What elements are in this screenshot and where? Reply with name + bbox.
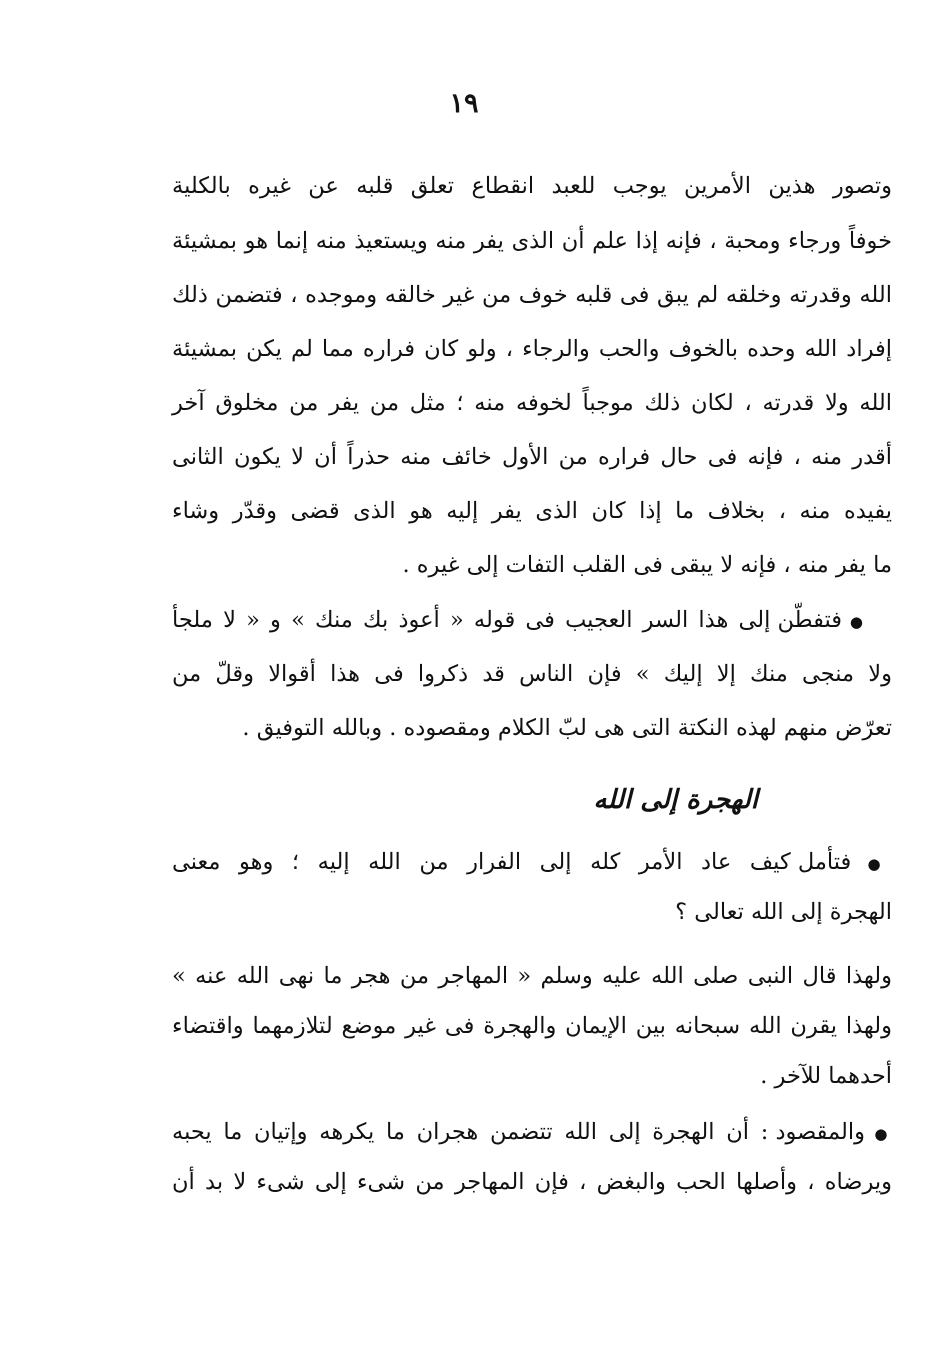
section-heading: الهجرة إلى الله bbox=[593, 785, 758, 815]
text-line: تعرّض منهم لهذه النكتة التى هى لبّ الكلام ومقصوده . وبالله التوفيق . bbox=[242, 715, 892, 741]
text-line: ولا منجى منك إلا إليك » فإن الناس قد ذكروا فى هذا أقوالا وقلّ من bbox=[172, 661, 892, 687]
text-line: أقدر منه ، فإنه فى حال فراره من الأول خائف منه حذراً أن لا يكون الثانى bbox=[172, 444, 892, 470]
text-line: والمقصود : أن الهجرة إلى الله تتضمن هجران ما يكرهه وإتيان ما يحبه bbox=[172, 1119, 865, 1145]
bullet-line bbox=[172, 597, 866, 645]
text-line: ما يفر منه ، فإنه لا يبقى فى القلب التفات إلى غيره . bbox=[402, 552, 892, 578]
bullet-line bbox=[172, 839, 892, 887]
text-line: الله وقدرته وخلقه لم يبق فى قلبه خوف من غير خالقه وموجده ، فتضمن ذلك bbox=[172, 282, 892, 308]
text-line: ولهذا قال النبى صلى الله عليه وسلم « المهاجر من هجر ما نهى الله عنه » bbox=[172, 963, 892, 989]
bullet-line bbox=[172, 1109, 892, 1157]
bullet-icon bbox=[842, 607, 866, 633]
text-line: الله ولا قدرته ، لكان ذلك موجباً لخوفه منه ؛ مثل من يفر من مخلوق آخر bbox=[172, 390, 892, 416]
bullet-icon bbox=[851, 849, 892, 875]
text-line: وتصور هذين الأمرين يوجب للعبد انقطاع تعلق قلبه عن غيره بالكلية bbox=[172, 173, 892, 199]
text-line: يفيده منه ، بخلاف ما إذا كان الذى يفر إليه هو الذى قضى وقدّر وشاء bbox=[172, 498, 892, 524]
text-line: فتأمل كيف عاد الأمر كله إلى الفرار من الله إليه ؛ وهو معنى bbox=[172, 849, 852, 875]
page-number: ١٩ bbox=[449, 88, 479, 119]
text-line: فتفطّن إلى هذا السر العجيب فى قوله « أعوذ بك منك » و « لا ملجأ bbox=[172, 607, 843, 633]
text-line: خوفاً ورجاء ومحبة ، فإنه إذا علم أن الذى يفر منه ويستعيذ منه إنما هو بمشيئة bbox=[172, 228, 892, 254]
text-line: ويرضاه ، وأصلها الحب والبغض ، فإن المهاجر من شىء إلى شىء لا بد أن bbox=[172, 1169, 892, 1195]
text-line: الهجرة إلى الله تعالى ؟ bbox=[675, 899, 892, 925]
bullet-icon bbox=[865, 1119, 892, 1145]
text-line: إفراد الله وحده بالخوف والحب والرجاء ، ولو كان فراره مما لم يكن بمشيئة bbox=[172, 336, 892, 362]
text-line: ولهذا يقرن الله سبحانه بين الإيمان والهجرة فى غير موضع لتلازمهما واقتضاء bbox=[172, 1013, 892, 1039]
text-line: أحدهما للآخر . bbox=[760, 1063, 892, 1089]
